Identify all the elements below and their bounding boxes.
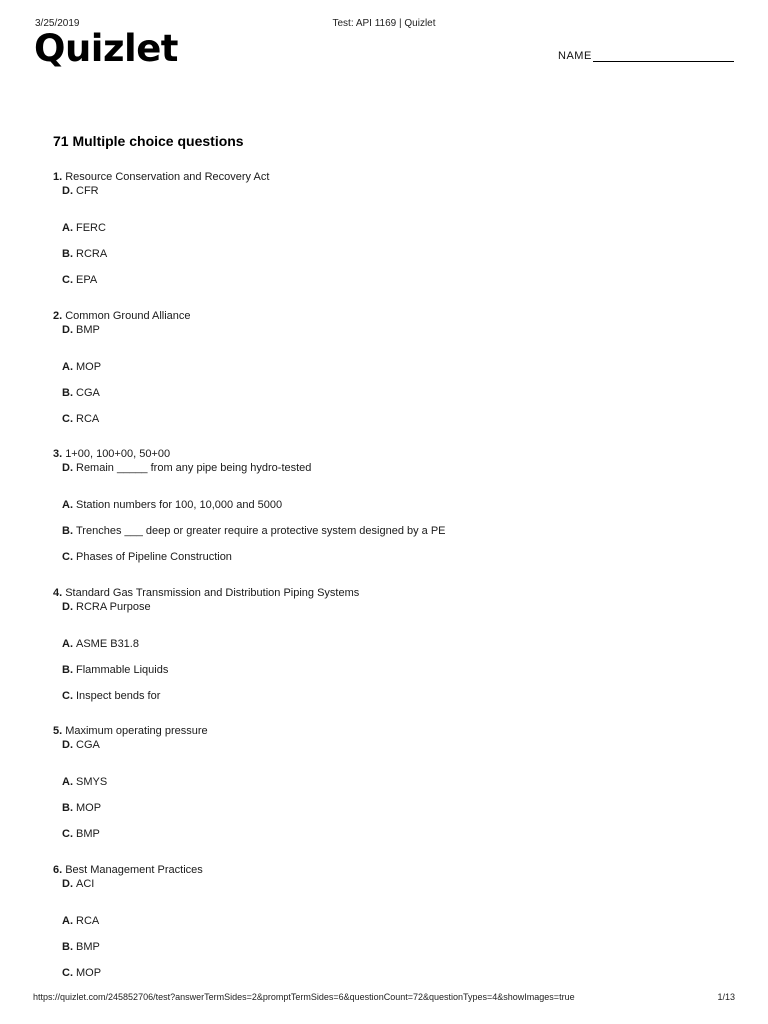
- option-letter: C.: [62, 689, 73, 702]
- option-text: CFR: [76, 185, 99, 197]
- answer-option-d: [62, 877, 94, 891]
- question-text: 1+00, 100+00, 50+00: [65, 448, 171, 461]
- answer-option-b: [62, 524, 446, 538]
- question-text: Standard Gas Transmission and Distribution Piping Systems: [65, 586, 360, 599]
- name-field: [558, 49, 734, 62]
- section-title: 71 Multiple choice questions: [53, 133, 244, 149]
- name-label: NAME: [558, 50, 592, 62]
- option-letter: C.: [62, 966, 73, 979]
- option-letter: C.: [62, 551, 73, 564]
- option-text: ACI: [76, 877, 95, 890]
- print-title: Test: API 1169 | Quizlet: [332, 18, 436, 29]
- answer-option-d: [62, 738, 100, 752]
- option-text: Phases of Pipeline Construction: [76, 551, 232, 564]
- print-url: https://quizlet.com/245852706/test?answerTermSides=2&promptTermSides=6&questionCount=72&questionTypes=4&showImages=true: [33, 992, 575, 1002]
- question-number: 5.: [53, 725, 63, 738]
- question-5: [53, 724, 733, 863]
- question-prompt: [53, 170, 733, 184]
- option-letter: D.: [62, 323, 73, 336]
- option-text: SMYS: [76, 776, 108, 789]
- question-number: 4.: [53, 586, 63, 599]
- option-text: RCRA Purpose: [76, 600, 151, 613]
- question-prompt: [53, 586, 733, 600]
- question-prompt: [53, 724, 733, 738]
- option-text: RCRA: [76, 248, 108, 260]
- page-number: 1/13: [717, 992, 735, 1002]
- option-text: RCA: [76, 914, 100, 927]
- option-letter: A.: [62, 222, 73, 234]
- option-letter: B.: [62, 802, 73, 815]
- answer-option-a: [62, 637, 139, 651]
- option-letter: B.: [62, 386, 73, 399]
- question-text: Common Ground Alliance: [65, 309, 191, 322]
- option-letter: D.: [62, 462, 73, 475]
- answer-option-a: [62, 498, 282, 512]
- answer-option-c: [62, 966, 101, 980]
- answer-option-c: [62, 273, 97, 287]
- answer-option-b: [62, 663, 168, 677]
- option-letter: A.: [62, 914, 73, 927]
- option-text: Trenches ___ deep or greater require a protective system designed by a PE: [76, 525, 446, 538]
- option-letter: D.: [62, 739, 73, 752]
- answer-option-b: [62, 801, 101, 815]
- option-letter: A.: [62, 360, 73, 373]
- option-letter: B.: [62, 663, 73, 676]
- option-text: CGA: [76, 739, 100, 752]
- answer-option-c: [62, 689, 160, 703]
- answer-option-a: [62, 775, 107, 789]
- question-list: [53, 170, 733, 1002]
- answer-option-b: [62, 940, 100, 954]
- option-text: FERC: [76, 222, 106, 234]
- answer-option-c: [62, 550, 232, 564]
- option-text: Remain _____ from any pipe being hydro-tested: [76, 462, 312, 475]
- question-2: [53, 309, 733, 448]
- question-number: 1.: [53, 171, 63, 183]
- question-3: [53, 447, 733, 586]
- option-text: Flammable Liquids: [76, 663, 169, 676]
- print-footer: [33, 992, 735, 1006]
- option-letter: D.: [62, 185, 73, 197]
- option-text: EPA: [76, 274, 98, 286]
- question-number: 3.: [53, 448, 63, 461]
- option-letter: B.: [62, 940, 73, 953]
- answer-option-a: [62, 221, 106, 235]
- answer-option-a: [62, 914, 99, 928]
- question-number: 2.: [53, 309, 63, 322]
- option-letter: A.: [62, 499, 73, 512]
- answer-option-b: [62, 247, 107, 261]
- option-letter: D.: [62, 600, 73, 613]
- option-letter: B.: [62, 248, 73, 260]
- option-letter: C.: [62, 412, 73, 425]
- question-number: 6.: [53, 863, 63, 876]
- question-prompt: [53, 863, 733, 877]
- option-letter: C.: [62, 274, 73, 286]
- question-1: [53, 170, 733, 309]
- question-4: [53, 586, 733, 725]
- option-text: RCA: [76, 412, 100, 425]
- option-text: BMP: [76, 940, 100, 953]
- option-text: Station numbers for 100, 10,000 and 5000: [76, 499, 283, 512]
- answer-option-d: [62, 600, 151, 614]
- option-letter: A.: [62, 637, 73, 650]
- option-letter: D.: [62, 877, 73, 890]
- question-text: Resource Conservation and Recovery Act: [65, 171, 270, 183]
- question-prompt: [53, 447, 733, 461]
- name-blank-line: [593, 49, 734, 62]
- answer-option-d: [62, 184, 99, 198]
- question-text: Maximum operating pressure: [65, 725, 208, 738]
- question-prompt: [53, 309, 733, 323]
- option-text: Inspect bends for: [76, 689, 161, 702]
- question-text: Best Management Practices: [65, 863, 203, 876]
- option-letter: C.: [62, 828, 73, 841]
- quizlet-logo: Quizlet: [34, 27, 178, 70]
- answer-option-a: [62, 360, 101, 374]
- option-text: MOP: [76, 966, 102, 979]
- answer-option-d: [62, 461, 311, 475]
- option-text: CGA: [76, 386, 100, 399]
- option-text: ASME B31.8: [76, 637, 139, 650]
- option-letter: B.: [62, 525, 73, 538]
- option-letter: A.: [62, 776, 73, 789]
- print-date: 3/25/2019: [35, 18, 80, 29]
- option-text: MOP: [76, 360, 102, 373]
- answer-option-d: [62, 323, 100, 337]
- option-text: MOP: [76, 802, 102, 815]
- answer-option-c: [62, 827, 100, 841]
- answer-option-c: [62, 412, 99, 426]
- answer-option-b: [62, 386, 100, 400]
- option-text: BMP: [76, 828, 100, 841]
- question-6: [53, 863, 733, 1002]
- option-text: BMP: [76, 323, 100, 336]
